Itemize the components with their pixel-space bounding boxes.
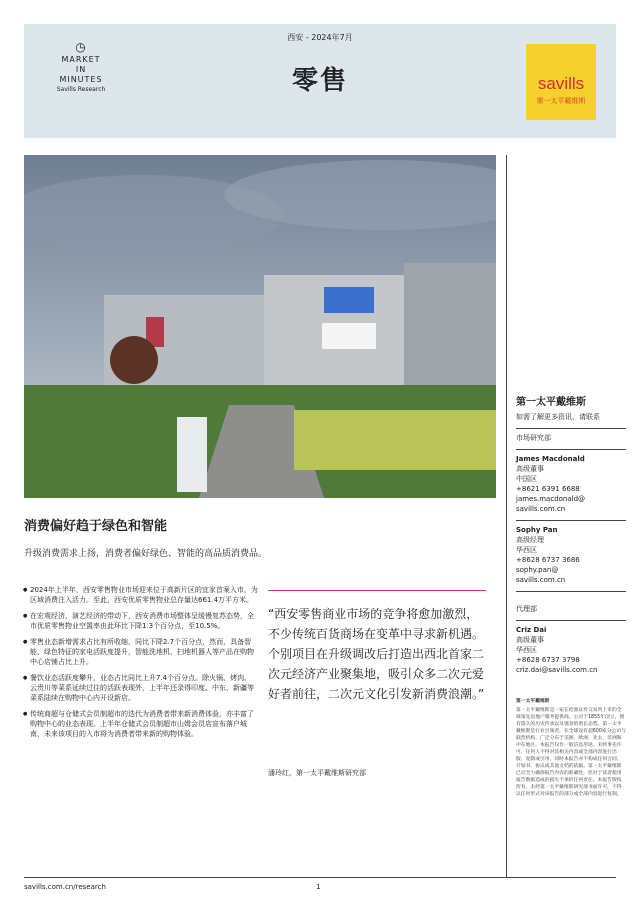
quote-attribution: 潘玲红，第一太平戴维斯研究部 [268,769,366,777]
footer-divider [24,877,616,878]
location-date: 西安 - 2024年7月 [287,33,353,42]
bullet-list [24,585,258,745]
page-title: 零售 [291,66,348,96]
email-link[interactable]: james.macdonald@ [516,495,586,503]
page-number: 1 [316,883,321,891]
email-link[interactable]: sophy.pan@ [516,566,559,574]
company-name: 第一太平戴维斯 [516,397,586,408]
list-item: ● 零售业态新增需求占比有所收缩，同比下降2.7个百分点，然而，具备智能、绿色特征的家电活跃度提升，智能洗地机、扫地机器人等产品在购物中心店铺占比上升。 [24,637,258,667]
mall-photo [24,155,496,498]
agency-label: 代理部 [516,605,537,613]
list-item: ● 2024年上半年，西安零售物业市场迎来位于高新片区的宜家首案入市，为区域消费注入活力。至此，西安优质零售物业总存量达661.4万平方米。 [24,585,258,605]
headline: 消费偏好趋于绿色和智能 [24,519,168,534]
list-item: ● 在宏观经济、演艺经济的带动下，西安消费市场整体呈缓慢复苏态势，全市优质零售物业空置率由此环比下降1.3个百分点，至10.5%。 [24,611,258,631]
research-label: 市场研究部 [516,434,551,442]
subhead: 升级消费需求上扬，消费者偏好绿色、智能的高品质消费品。 [24,549,268,559]
clock-icon: ◷ [75,40,87,54]
market-in-minutes-brand: ◷ MARKET IN MINUTES Savills Research [46,42,116,95]
disclaimer: 第一太平戴维斯 第一太平戴维斯是一家在伦敦证券交易所上市的全球领先房地产服务提供商。公司于1855年创立，拥有悠久的历史传承以及强劲的增长态势。第一太平戴维斯是行业引领者，在全球设有超600家分公司与联营机构，广泛分布于美洲、欧洲、亚太、非洲和中东地区。本报告仅作一般信息用途。未经事先许可，任何人不得对其相关内容或全部内容进行出版、复制或引用。同时本报告亦不构成任何合同、计划书、协议或其他文档的依据。第一太平戴维斯已尽全力确保报告内容的准确性，但对于读者使用报告数据造成的损失不承担任何责任。本报告版权所有，未经第一太平戴维斯研究部书面许可，不得以任何形式对该报告的部分或全部内容进行复制。 [516,699,626,797]
list-item: ● 传统商超与仓储式会员制超市的迭代为消费者带来新消费体验，亦丰富了购物中心的业态表现。上半年仓储式会员制超市山姆会员店宣布落户城南，未来该项目的入市将为消费者带来新的购物体验。 [24,709,258,739]
pull-quote: “西安零售商业市场的竞争将愈加激烈，不少传统百货商场在变革中寻求新机遇。个别项目在升级调改后打造出西北首家二次元经济产业聚集地，吸引众多二次元爱好者前往，二次元文化引发新消费浪潮。” [268,607,485,701]
header-banner [24,24,616,138]
savills-logo: savills 第一太平戴维斯 [526,44,596,120]
sidebar-divider [506,155,507,877]
list-item: ● 餐饮业态活跃度攀升，业态占比同比上升7.4个百分点。除火锅、烤肉、云贵川等菜系延续过往的活跃表现外，上半年还录得印度、中东、新疆等菜系陆续在购物中心内开设新店。 [24,673,258,703]
contact-sidebar: 第一太平戴维斯 如需了解更多资讯，请联系 市场研究部 James Macdonald 高级董事 中国区 +8621 6391 6688 james.macdonald@ savills.com.cn Sophy Pan 高级经理 华西区 +8628 6737 3686 sophy.pan@ savills.com.cn 代理部 Criz Dai 高级董事 华西区 +8628 6737 3798 criz.dai@savills.com.cn [516,398,626,675]
email-link[interactable]: criz.dai@savills.com.cn [516,666,598,674]
quote-rule [268,590,486,591]
footer-url[interactable]: savills.com.cn/research [24,883,106,891]
contact-cta: 如需了解更多资讯，请联系 [516,413,600,421]
